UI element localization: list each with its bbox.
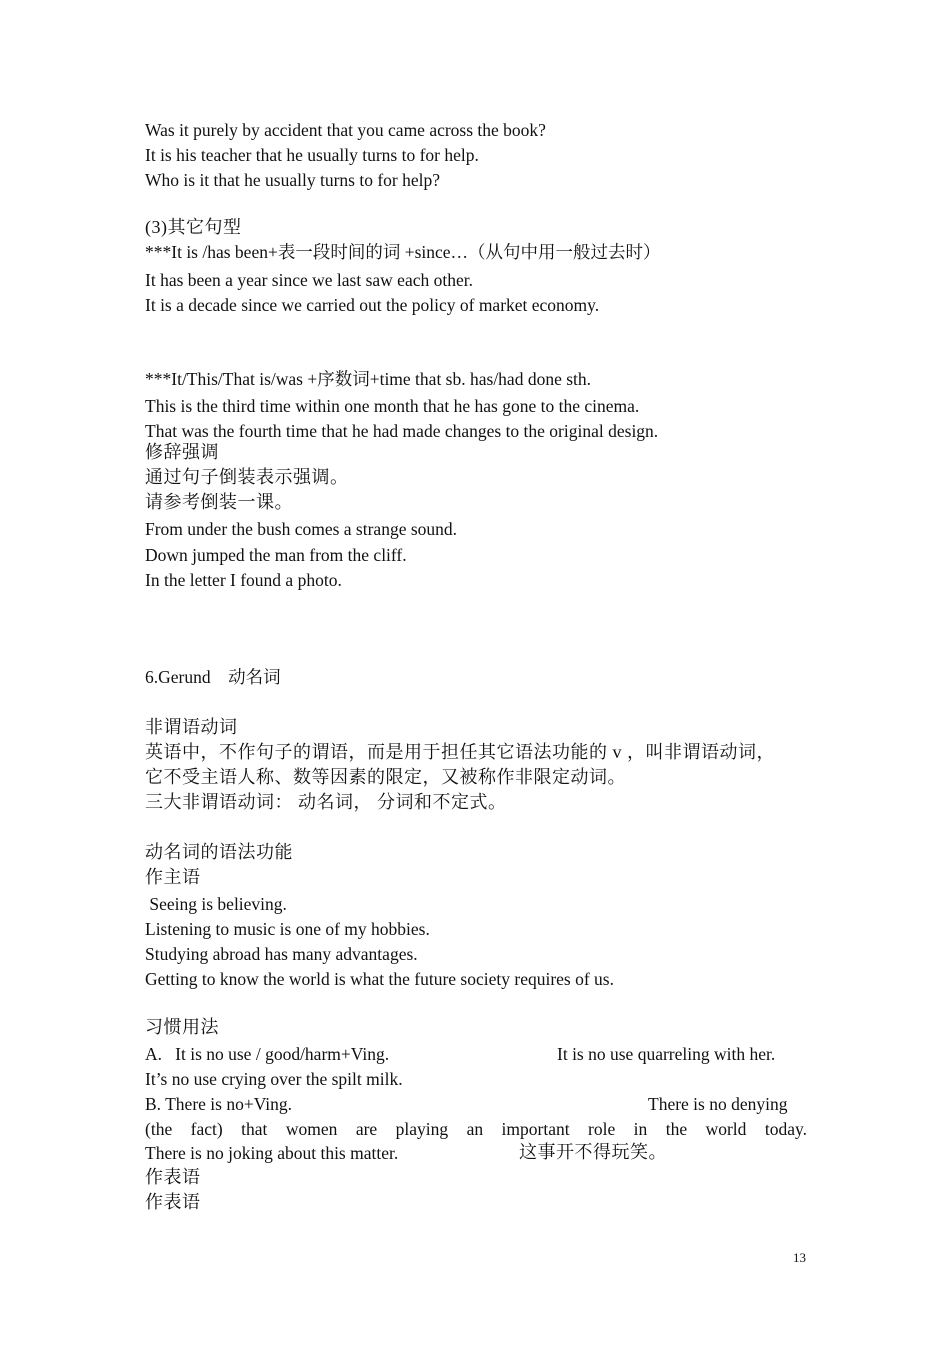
translation-text: 这事开不得玩笑。 [519,1142,667,1162]
example-sentence: Down jumped the man from the cliff. [145,545,407,565]
section-heading: 习惯用法 [145,1017,219,1037]
example-sentence: It’s no use crying over the spilt milk. [145,1069,403,1089]
word: are [355,1119,378,1139]
note-text: 通过句子倒装表示强调。 [145,467,349,487]
example-sentence-justified [145,1117,807,1141]
section-heading: 非谓语动词 [145,717,238,737]
section-heading: 动名词的语法功能 [145,842,293,862]
subsection-heading: 作表语 [145,1167,201,1187]
chapter-heading: 6.Gerund 动名词 [145,667,281,687]
example-sentence: It is a decade since we carried out the policy of market economy. [145,295,600,315]
word: role [588,1119,616,1139]
example-sentence: There is no joking about this matter. [145,1143,399,1163]
word: women [285,1119,338,1139]
word: in [633,1119,648,1139]
pattern-line: ***It is /has been+表一段时间的词 +since…（从句中用一般过去时） [145,242,661,262]
example-sentence: It is no use quarreling with her. [557,1044,776,1064]
word: important [501,1119,570,1139]
usage-pattern: B. There is no+Ving. [145,1094,293,1114]
example-sentence: Studying abroad has many advantages. [145,944,418,964]
usage-pattern: A. It is no use / good/harm+Ving. [145,1044,390,1064]
example-sentence: From under the bush comes a strange sound. [145,519,458,539]
paragraph-line: 三大非谓语动词： 动名词， 分词和不定式。 [145,792,507,812]
example-sentence: Seeing is believing. [145,894,287,914]
word: world [705,1119,747,1139]
example-sentence: Who is it that he usually turns to for help? [145,170,441,190]
subsection-heading: 作主语 [145,867,201,887]
example-sentence: It is his teacher that he usually turns to for help. [145,145,479,165]
paragraph-line: 英语中，不作句子的谓语，而是用于担任其它语法功能的 v ，叫非谓语动词， [145,742,775,762]
word: today. [764,1119,807,1139]
word: fact) [190,1119,223,1139]
page-number: 13 [793,1250,806,1265]
word: the [665,1119,688,1139]
example-sentence: Was it purely by accident that you came across the book? [145,120,546,140]
pattern-line: ***It/This/That is/was +序数词+time that sb. has/had done sth. [145,369,592,389]
section-heading: 修辞强调 [145,442,219,462]
paragraph-line: 它不受主语人称、数等因素的限定，又被称作非限定动词。 [145,767,626,787]
example-sentence: Getting to know the world is what the future society requires of us. [145,969,614,989]
example-sentence: This is the third time within one month that he has gone to the cinema. [145,396,640,416]
note-text: 请参考倒装一课。 [145,492,293,512]
word: (the [145,1119,173,1139]
example-sentence: In the letter I found a photo. [145,570,342,590]
example-sentence: That was the fourth time that he had made changes to the original design. [145,421,659,441]
example-sentence: There is no denying [648,1094,788,1114]
word: that [241,1119,268,1139]
section-heading: (3)其它句型 [145,217,242,237]
subsection-heading: 作表语 [145,1192,201,1212]
word: playing [395,1119,449,1139]
example-sentence: It has been a year since we last saw each other. [145,270,473,290]
example-sentence: Listening to music is one of my hobbies. [145,919,430,939]
word: an [466,1119,484,1139]
